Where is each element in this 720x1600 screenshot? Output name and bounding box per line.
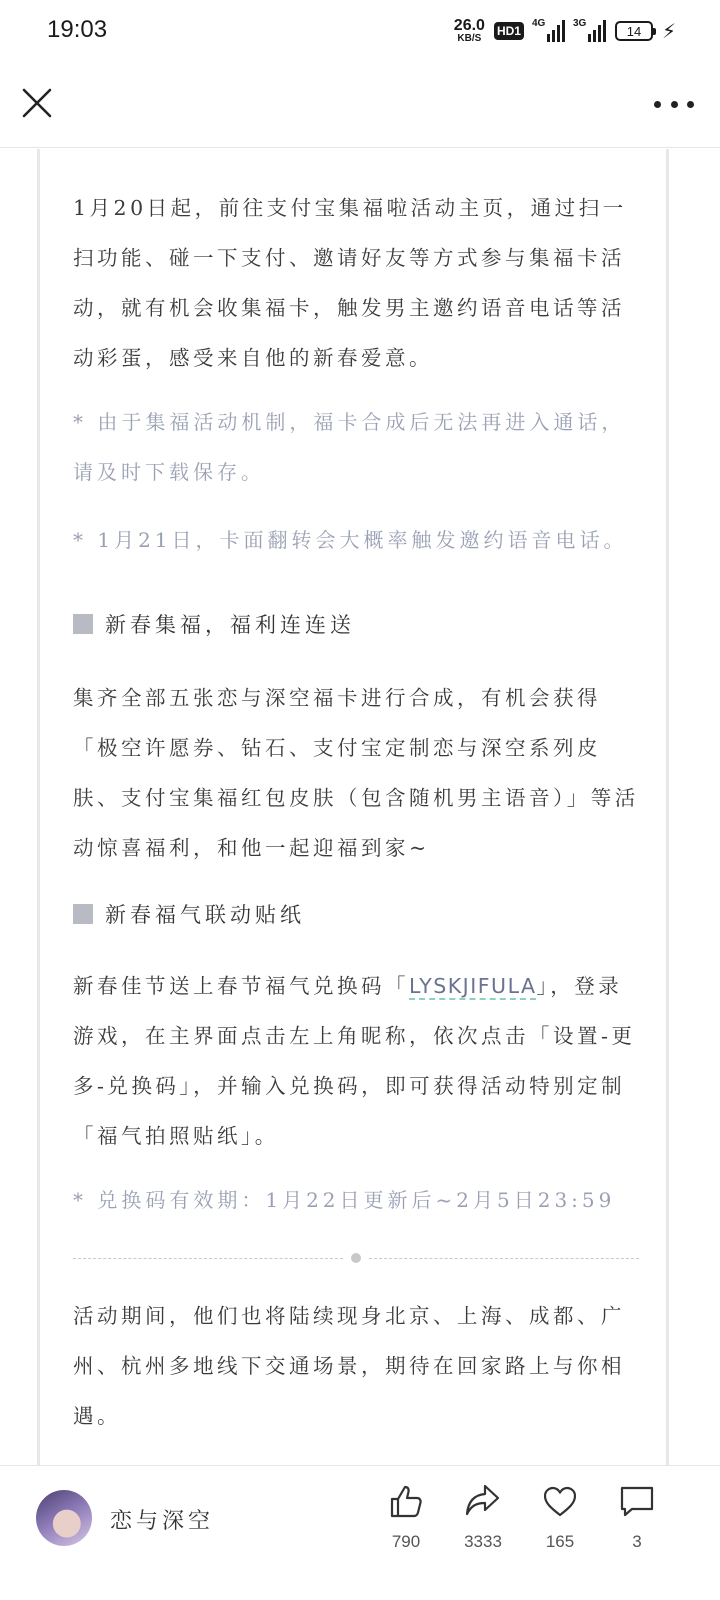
redeem-text-before: 新春佳节送上春节福气兑换码「	[73, 974, 409, 998]
section-heading-stickers	[73, 899, 639, 929]
paragraph-offline-events: 活动期间，他们也将陆续现身北京、上海、成都、广州、杭州多地线下交通场景，期待在回家路上与你相遇。	[73, 1304, 625, 1428]
more-options-button[interactable]	[654, 92, 694, 116]
close-icon	[20, 86, 54, 120]
battery-level: 14	[626, 23, 642, 39]
article-content[interactable]	[37, 149, 669, 1465]
divider-dot-icon	[351, 1253, 361, 1263]
network-speed	[454, 18, 485, 44]
top-bar	[0, 64, 720, 148]
comment-button[interactable]	[605, 1482, 669, 1552]
note-code-validity: * 兑换码有效期：1月22日更新后~2月5日23:59	[73, 1188, 616, 1212]
battery-icon	[615, 21, 653, 41]
paragraph-redeem-code	[73, 961, 639, 1161]
section-heading-blessing-text: 新春集福，福利连连送	[105, 613, 355, 637]
close-button[interactable]	[20, 86, 54, 120]
note-card-flip: * 1月21日，卡面翻转会大概率触发邀约语音电话。	[73, 528, 628, 552]
signal-4g-label: 4G	[531, 18, 546, 29]
redeem-text-after: 」，登录游戏，在主界面点击左上角昵称，依次点击「设置-更多-兑换码」，并输入兑换码，即可获得活动特别定制「福气拍照贴纸」。	[73, 974, 636, 1148]
section-divider	[73, 1253, 639, 1263]
author-name[interactable]: 恋与深空	[110, 1509, 215, 1534]
favorite-count: 165	[545, 1532, 575, 1551]
thumbs-up-icon	[387, 1482, 425, 1520]
signal-4g-icon	[533, 20, 565, 42]
heading-square-icon	[73, 904, 93, 924]
network-speed-value: 26.0	[453, 17, 485, 34]
like-button[interactable]	[374, 1482, 438, 1552]
more-dot-icon	[654, 101, 661, 108]
like-count: 790	[391, 1532, 421, 1551]
charging-icon: ⚡	[661, 19, 676, 43]
bottom-action-bar	[0, 1465, 720, 1600]
hd-voice-icon: HD1	[494, 22, 524, 40]
status-bar	[0, 0, 720, 64]
status-icons	[454, 16, 676, 46]
comment-bubble-icon	[618, 1482, 656, 1520]
share-arrow-icon	[464, 1482, 502, 1520]
comment-count: 3	[632, 1532, 642, 1551]
heart-icon	[541, 1482, 579, 1520]
more-dot-icon	[687, 101, 694, 108]
heading-square-icon	[73, 614, 93, 634]
redeem-code[interactable]: LYSKJIFULA	[409, 974, 537, 998]
network-speed-unit: KB/S	[457, 33, 482, 44]
more-dot-icon	[671, 101, 678, 108]
note-sync-mechanism: * 由于集福活动机制，福卡合成后无法再进入通话，请及时下载保存。	[73, 410, 626, 484]
section-heading-blessing	[73, 609, 639, 639]
section-heading-stickers-text: 新春福气联动贴纸	[105, 903, 305, 927]
favorite-button[interactable]	[528, 1482, 592, 1552]
author-avatar[interactable]	[36, 1490, 92, 1546]
signal-3g-icon	[574, 20, 606, 42]
share-count: 3333	[464, 1532, 502, 1551]
paragraph-rewards: 集齐全部五张恋与深空福卡进行合成，有机会获得「极空许愿券、钻石、支付宝定制恋与深空系列皮肤、支付宝集福红包皮肤（包含随机男主语音）」等活动惊喜福利，和他一起迎福到家~	[73, 686, 639, 860]
status-time: 19:03	[47, 16, 108, 43]
paragraph-intro: 1月20日起，前往支付宝集福啦活动主页，通过扫一扫功能、碰一下支付、邀请好友等方式参与集福卡活动，就有机会收集福卡，触发男主邀约语音电话等活动彩蛋，感受来自他的新春爱意。	[73, 196, 627, 370]
signal-3g-label: 3G	[572, 18, 587, 29]
share-button[interactable]	[451, 1482, 515, 1552]
